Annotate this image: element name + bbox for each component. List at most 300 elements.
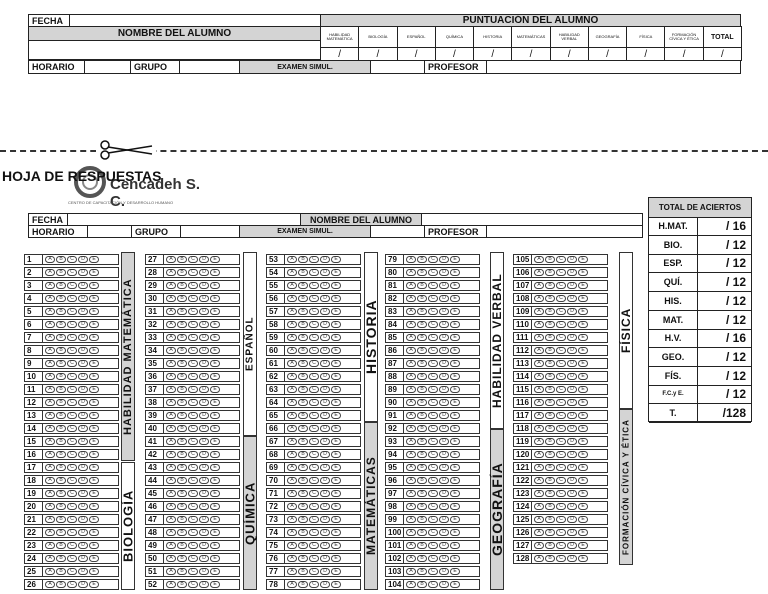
answer-bubble[interactable]: C <box>67 373 77 380</box>
answer-bubble[interactable]: E <box>210 464 220 471</box>
answer-bubble[interactable]: D <box>78 581 88 588</box>
answer-bubble[interactable]: C <box>67 529 77 536</box>
answer-bubble[interactable]: B <box>177 256 187 263</box>
answer-bubble[interactable]: D <box>439 568 449 575</box>
answer-bubble[interactable]: C <box>309 477 319 484</box>
answer-bubble[interactable]: E <box>331 308 341 315</box>
answer-bubble[interactable]: A <box>534 386 544 393</box>
answer-bubble[interactable]: B <box>417 451 427 458</box>
answer-bubble[interactable]: B <box>298 503 308 510</box>
answer-bubble[interactable]: E <box>89 529 99 536</box>
answer-bubble[interactable]: B <box>545 438 555 445</box>
answer-bubble[interactable]: B <box>545 347 555 354</box>
answer-bubble[interactable]: C <box>428 360 438 367</box>
answer-bubble[interactable]: B <box>177 568 187 575</box>
answer-bubble[interactable]: E <box>210 347 220 354</box>
answer-bubble[interactable]: B <box>56 516 66 523</box>
answer-bubble[interactable]: D <box>78 490 88 497</box>
answer-bubble[interactable]: D <box>439 425 449 432</box>
answer-bubble[interactable]: D <box>199 451 209 458</box>
answer-bubble[interactable]: C <box>428 451 438 458</box>
answer-bubble[interactable]: C <box>556 464 566 471</box>
answer-bubble[interactable]: C <box>309 360 319 367</box>
answer-bubble[interactable]: B <box>545 516 555 523</box>
answer-bubble[interactable]: E <box>89 256 99 263</box>
answer-bubble[interactable]: B <box>177 282 187 289</box>
answer-bubble[interactable]: E <box>578 334 588 341</box>
answer-bubble[interactable]: B <box>417 438 427 445</box>
answer-bubble[interactable]: C <box>428 321 438 328</box>
answer-bubble[interactable]: C <box>67 412 77 419</box>
answer-bubble[interactable]: B <box>56 282 66 289</box>
totals-value[interactable]: / 12 <box>725 312 746 327</box>
answer-bubble[interactable]: E <box>578 308 588 315</box>
answer-bubble[interactable]: B <box>177 490 187 497</box>
answer-bubble[interactable]: A <box>45 256 55 263</box>
answer-bubble[interactable]: E <box>89 568 99 575</box>
answer-bubble[interactable]: D <box>439 360 449 367</box>
answer-bubble[interactable]: C <box>188 412 198 419</box>
answer-bubble[interactable]: D <box>439 347 449 354</box>
answer-bubble[interactable]: A <box>166 347 176 354</box>
answer-bubble[interactable]: E <box>89 269 99 276</box>
answer-bubble[interactable]: D <box>320 282 330 289</box>
answer-bubble[interactable]: A <box>45 477 55 484</box>
answer-bubble[interactable]: E <box>331 269 341 276</box>
answer-bubble[interactable]: E <box>331 542 341 549</box>
answer-bubble[interactable]: B <box>298 282 308 289</box>
answer-bubble[interactable]: A <box>287 256 297 263</box>
answer-bubble[interactable]: A <box>45 360 55 367</box>
answer-bubble[interactable]: E <box>450 529 460 536</box>
grupo-field[interactable] <box>179 60 240 74</box>
answer-bubble[interactable]: C <box>428 412 438 419</box>
answer-bubble[interactable]: D <box>199 347 209 354</box>
answer-bubble[interactable]: E <box>89 295 99 302</box>
answer-bubble[interactable]: C <box>67 282 77 289</box>
answer-bubble[interactable]: A <box>166 464 176 471</box>
answer-bubble[interactable]: A <box>45 568 55 575</box>
answer-bubble[interactable]: D <box>320 464 330 471</box>
answer-bubble[interactable]: D <box>199 425 209 432</box>
answer-bubble[interactable]: B <box>177 542 187 549</box>
answer-bubble[interactable]: D <box>567 425 577 432</box>
answer-bubble[interactable]: A <box>406 477 416 484</box>
answer-bubble[interactable]: A <box>166 516 176 523</box>
answer-bubble[interactable]: B <box>545 282 555 289</box>
answer-bubble[interactable]: A <box>45 542 55 549</box>
answer-bubble[interactable]: E <box>450 581 460 588</box>
answer-bubble[interactable]: D <box>199 308 209 315</box>
answer-bubble[interactable]: C <box>309 269 319 276</box>
answer-bubble[interactable]: E <box>89 438 99 445</box>
answer-bubble[interactable]: B <box>177 412 187 419</box>
answer-bubble[interactable]: B <box>177 373 187 380</box>
answer-bubble[interactable]: A <box>166 490 176 497</box>
answer-bubble[interactable]: D <box>320 477 330 484</box>
answer-bubble[interactable]: B <box>298 516 308 523</box>
answer-bubble[interactable]: E <box>210 282 220 289</box>
answer-bubble[interactable]: C <box>556 490 566 497</box>
answer-bubble[interactable]: B <box>417 490 427 497</box>
answer-bubble[interactable]: E <box>331 373 341 380</box>
answer-bubble[interactable]: A <box>166 555 176 562</box>
answer-bubble[interactable]: D <box>320 503 330 510</box>
answer-bubble[interactable]: D <box>567 373 577 380</box>
answer-bubble[interactable]: C <box>188 360 198 367</box>
answer-bubble[interactable]: E <box>331 490 341 497</box>
answer-bubble[interactable]: A <box>166 308 176 315</box>
answer-bubble[interactable]: E <box>578 516 588 523</box>
answer-bubble[interactable]: C <box>188 321 198 328</box>
answer-bubble[interactable]: B <box>545 464 555 471</box>
answer-bubble[interactable]: C <box>309 321 319 328</box>
answer-bubble[interactable]: E <box>450 555 460 562</box>
answer-bubble[interactable]: E <box>89 542 99 549</box>
answer-bubble[interactable]: E <box>578 477 588 484</box>
answer-bubble[interactable]: D <box>199 269 209 276</box>
answer-bubble[interactable]: C <box>188 568 198 575</box>
answer-bubble[interactable]: E <box>331 451 341 458</box>
answer-bubble[interactable]: D <box>439 386 449 393</box>
answer-bubble[interactable]: B <box>417 282 427 289</box>
answer-bubble[interactable]: D <box>439 503 449 510</box>
answer-bubble[interactable]: D <box>320 360 330 367</box>
answer-bubble[interactable]: B <box>177 347 187 354</box>
answer-bubble[interactable]: B <box>417 269 427 276</box>
answer-bubble[interactable]: D <box>199 321 209 328</box>
answer-bubble[interactable]: B <box>545 334 555 341</box>
answer-bubble[interactable]: A <box>166 529 176 536</box>
answer-bubble[interactable]: A <box>287 373 297 380</box>
subject-score-cell[interactable]: / <box>550 47 589 61</box>
answer-bubble[interactable]: A <box>287 321 297 328</box>
answer-bubble[interactable]: A <box>287 269 297 276</box>
horario-field[interactable] <box>84 60 131 74</box>
answer-bubble[interactable]: D <box>199 477 209 484</box>
answer-bubble[interactable]: E <box>210 269 220 276</box>
answer-bubble[interactable]: E <box>578 555 588 562</box>
answer-bubble[interactable]: C <box>309 438 319 445</box>
answer-bubble[interactable]: A <box>534 269 544 276</box>
answer-bubble[interactable]: C <box>428 425 438 432</box>
answer-bubble[interactable]: A <box>45 516 55 523</box>
answer-bubble[interactable]: B <box>177 451 187 458</box>
answer-bubble[interactable]: D <box>567 256 577 263</box>
answer-bubble[interactable]: A <box>287 451 297 458</box>
answer-bubble[interactable]: E <box>210 295 220 302</box>
answer-bubble[interactable]: E <box>89 373 99 380</box>
totals-value[interactable]: / 16 <box>725 331 746 346</box>
answer-bubble[interactable]: D <box>78 464 88 471</box>
answer-bubble[interactable]: D <box>78 438 88 445</box>
answer-bubble[interactable]: E <box>450 451 460 458</box>
answer-bubble[interactable]: D <box>439 542 449 549</box>
answer-bubble[interactable]: B <box>417 425 427 432</box>
answer-bubble[interactable]: D <box>78 568 88 575</box>
answer-bubble[interactable]: C <box>67 425 77 432</box>
answer-bubble[interactable]: B <box>177 425 187 432</box>
answer-bubble[interactable]: C <box>188 503 198 510</box>
answer-bubble[interactable]: D <box>199 581 209 588</box>
answer-bubble[interactable]: A <box>166 269 176 276</box>
answer-bubble[interactable]: E <box>450 542 460 549</box>
answer-bubble[interactable]: C <box>309 282 319 289</box>
answer-bubble[interactable]: C <box>428 373 438 380</box>
answer-bubble[interactable]: B <box>177 581 187 588</box>
answer-bubble[interactable]: C <box>67 555 77 562</box>
answer-bubble[interactable]: B <box>298 373 308 380</box>
answer-bubble[interactable]: C <box>188 542 198 549</box>
answer-bubble[interactable]: B <box>417 503 427 510</box>
answer-bubble[interactable]: E <box>89 464 99 471</box>
answer-bubble[interactable]: E <box>89 399 99 406</box>
subject-score-cell[interactable]: / <box>397 47 436 61</box>
answer-bubble[interactable]: B <box>177 269 187 276</box>
answer-bubble[interactable]: D <box>567 360 577 367</box>
answer-bubble[interactable]: C <box>309 308 319 315</box>
answer-bubble[interactable]: E <box>578 347 588 354</box>
answer-bubble[interactable]: A <box>534 451 544 458</box>
answer-bubble[interactable]: C <box>188 451 198 458</box>
answer-bubble[interactable]: B <box>298 451 308 458</box>
answer-bubble[interactable]: D <box>320 529 330 536</box>
answer-bubble[interactable]: C <box>556 451 566 458</box>
answer-bubble[interactable]: C <box>67 542 77 549</box>
answer-bubble[interactable]: C <box>67 295 77 302</box>
answer-bubble[interactable]: E <box>210 425 220 432</box>
answer-bubble[interactable]: D <box>199 373 209 380</box>
answer-bubble[interactable]: C <box>309 581 319 588</box>
answer-bubble[interactable]: C <box>67 360 77 367</box>
answer-bubble[interactable]: A <box>287 425 297 432</box>
answer-bubble[interactable]: D <box>320 321 330 328</box>
answer-bubble[interactable]: D <box>199 529 209 536</box>
answer-bubble[interactable]: E <box>450 503 460 510</box>
answer-bubble[interactable]: E <box>210 503 220 510</box>
answer-bubble[interactable]: D <box>78 334 88 341</box>
answer-bubble[interactable]: D <box>567 464 577 471</box>
answer-bubble[interactable]: A <box>406 282 416 289</box>
answer-bubble[interactable]: A <box>287 503 297 510</box>
answer-bubble[interactable]: D <box>199 399 209 406</box>
answer-bubble[interactable]: A <box>45 412 55 419</box>
answer-bubble[interactable]: E <box>210 529 220 536</box>
answer-bubble[interactable]: E <box>450 295 460 302</box>
answer-bubble[interactable]: E <box>331 477 341 484</box>
answer-bubble[interactable]: B <box>298 360 308 367</box>
answer-bubble[interactable]: E <box>210 321 220 328</box>
answer-bubble[interactable]: B <box>298 256 308 263</box>
answer-bubble[interactable]: E <box>210 373 220 380</box>
answer-bubble[interactable]: C <box>309 334 319 341</box>
answer-bubble[interactable]: E <box>331 438 341 445</box>
answer-bubble[interactable]: E <box>578 503 588 510</box>
answer-bubble[interactable]: C <box>428 477 438 484</box>
answer-bubble[interactable]: B <box>177 334 187 341</box>
answer-bubble[interactable]: B <box>56 399 66 406</box>
answer-bubble[interactable]: D <box>567 399 577 406</box>
answer-bubble[interactable]: C <box>309 412 319 419</box>
answer-bubble[interactable]: A <box>287 412 297 419</box>
answer-bubble[interactable]: E <box>331 282 341 289</box>
answer-bubble[interactable]: E <box>89 360 99 367</box>
subject-score-cell[interactable]: / <box>703 47 742 61</box>
answer-bubble[interactable]: A <box>45 438 55 445</box>
answer-bubble[interactable]: D <box>439 464 449 471</box>
answer-bubble[interactable]: A <box>45 503 55 510</box>
answer-bubble[interactable]: D <box>320 555 330 562</box>
answer-bubble[interactable]: D <box>320 425 330 432</box>
answer-bubble[interactable]: E <box>331 568 341 575</box>
answer-bubble[interactable]: B <box>417 464 427 471</box>
answer-bubble[interactable]: A <box>534 516 544 523</box>
answer-bubble[interactable]: A <box>166 542 176 549</box>
answer-bubble[interactable]: D <box>320 490 330 497</box>
answer-bubble[interactable]: B <box>298 490 308 497</box>
answer-bubble[interactable]: C <box>188 581 198 588</box>
answer-bubble[interactable]: D <box>567 555 577 562</box>
subject-score-cell[interactable]: / <box>435 47 474 61</box>
answer-bubble[interactable]: B <box>298 438 308 445</box>
answer-bubble[interactable]: A <box>287 490 297 497</box>
answer-bubble[interactable]: E <box>210 451 220 458</box>
answer-bubble[interactable]: D <box>439 529 449 536</box>
answer-bubble[interactable]: D <box>320 386 330 393</box>
answer-bubble[interactable]: C <box>188 464 198 471</box>
answer-bubble[interactable]: C <box>188 386 198 393</box>
answer-bubble[interactable]: D <box>78 308 88 315</box>
answer-bubble[interactable]: E <box>331 347 341 354</box>
answer-bubble[interactable]: B <box>545 321 555 328</box>
answer-bubble[interactable]: C <box>556 256 566 263</box>
answer-bubble[interactable]: B <box>545 360 555 367</box>
answer-bubble[interactable]: C <box>556 360 566 367</box>
answer-bubble[interactable]: C <box>428 256 438 263</box>
answer-bubble[interactable]: B <box>545 412 555 419</box>
answer-bubble[interactable]: D <box>567 516 577 523</box>
answer-bubble[interactable]: A <box>45 334 55 341</box>
answer-bubble[interactable]: B <box>417 529 427 536</box>
answer-bubble[interactable]: E <box>331 516 341 523</box>
subject-score-cell[interactable]: / <box>664 47 703 61</box>
answer-bubble[interactable]: A <box>287 477 297 484</box>
answer-bubble[interactable]: A <box>166 282 176 289</box>
answer-bubble[interactable]: E <box>210 360 220 367</box>
answer-bubble[interactable]: C <box>188 347 198 354</box>
answer-bubble[interactable]: A <box>287 516 297 523</box>
answer-bubble[interactable]: B <box>417 568 427 575</box>
answer-bubble[interactable]: B <box>417 555 427 562</box>
answer-bubble[interactable]: C <box>428 438 438 445</box>
answer-bubble[interactable]: D <box>439 282 449 289</box>
answer-bubble[interactable]: B <box>417 347 427 354</box>
answer-bubble[interactable]: E <box>210 581 220 588</box>
answer-bubble[interactable]: B <box>177 503 187 510</box>
answer-bubble[interactable]: A <box>166 581 176 588</box>
answer-bubble[interactable]: C <box>428 542 438 549</box>
answer-bubble[interactable]: A <box>287 438 297 445</box>
answer-bubble[interactable]: A <box>166 425 176 432</box>
answer-bubble[interactable]: B <box>56 542 66 549</box>
answer-bubble[interactable]: B <box>298 399 308 406</box>
answer-bubble[interactable]: C <box>556 412 566 419</box>
answer-bubble[interactable]: E <box>89 516 99 523</box>
answer-bubble[interactable]: C <box>309 451 319 458</box>
answer-bubble[interactable]: C <box>556 425 566 432</box>
answer-bubble[interactable]: B <box>56 360 66 367</box>
answer-bubble[interactable]: A <box>406 373 416 380</box>
answer-bubble[interactable]: E <box>450 282 460 289</box>
answer-bubble[interactable]: B <box>177 399 187 406</box>
answer-bubble[interactable]: C <box>428 555 438 562</box>
answer-bubble[interactable]: E <box>89 451 99 458</box>
answer-bubble[interactable]: A <box>534 555 544 562</box>
answer-bubble[interactable]: D <box>567 503 577 510</box>
answer-bubble[interactable]: B <box>298 568 308 575</box>
answer-bubble[interactable]: A <box>406 295 416 302</box>
answer-bubble[interactable]: C <box>428 386 438 393</box>
answer-bubble[interactable]: D <box>199 256 209 263</box>
answer-bubble[interactable]: A <box>534 360 544 367</box>
answer-bubble[interactable]: A <box>534 308 544 315</box>
answer-bubble[interactable]: D <box>199 542 209 549</box>
answer-bubble[interactable]: D <box>320 581 330 588</box>
answer-bubble[interactable]: D <box>320 516 330 523</box>
totals-value[interactable]: /128 <box>722 406 746 420</box>
answer-bubble[interactable]: C <box>188 477 198 484</box>
answer-bubble[interactable]: C <box>556 295 566 302</box>
answer-bubble[interactable]: B <box>298 321 308 328</box>
answer-bubble[interactable]: E <box>450 399 460 406</box>
subject-score-cell[interactable]: / <box>358 47 397 61</box>
answer-bubble[interactable]: A <box>45 464 55 471</box>
answer-bubble[interactable]: D <box>78 373 88 380</box>
answer-bubble[interactable]: E <box>331 295 341 302</box>
answer-bubble[interactable]: C <box>309 555 319 562</box>
answer-bubble[interactable]: A <box>287 581 297 588</box>
answer-bubble[interactable]: A <box>406 360 416 367</box>
answer-bubble[interactable]: B <box>56 321 66 328</box>
answer-bubble[interactable]: E <box>210 542 220 549</box>
answer-bubble[interactable]: B <box>417 412 427 419</box>
answer-bubble[interactable]: C <box>428 581 438 588</box>
answer-bubble[interactable]: E <box>331 412 341 419</box>
answer-bubble[interactable]: E <box>578 269 588 276</box>
answer-bubble[interactable]: A <box>45 399 55 406</box>
answer-bubble[interactable]: E <box>89 503 99 510</box>
answer-bubble[interactable]: A <box>406 555 416 562</box>
answer-bubble[interactable]: B <box>56 490 66 497</box>
answer-bubble[interactable]: A <box>287 399 297 406</box>
answer-bubble[interactable]: D <box>567 347 577 354</box>
answer-bubble[interactable]: E <box>331 256 341 263</box>
answer-bubble[interactable]: E <box>210 412 220 419</box>
answer-bubble[interactable]: C <box>67 438 77 445</box>
answer-bubble[interactable]: C <box>188 490 198 497</box>
answer-bubble[interactable]: C <box>309 373 319 380</box>
answer-bubble[interactable]: E <box>210 568 220 575</box>
answer-bubble[interactable]: B <box>177 464 187 471</box>
answer-bubble[interactable]: C <box>309 542 319 549</box>
answer-bubble[interactable]: C <box>309 490 319 497</box>
answer-bubble[interactable]: B <box>298 295 308 302</box>
answer-bubble[interactable]: B <box>545 256 555 263</box>
answer-bubble[interactable]: A <box>166 451 176 458</box>
answer-bubble[interactable]: D <box>78 516 88 523</box>
answer-bubble[interactable]: A <box>534 334 544 341</box>
answer-bubble[interactable]: B <box>56 347 66 354</box>
